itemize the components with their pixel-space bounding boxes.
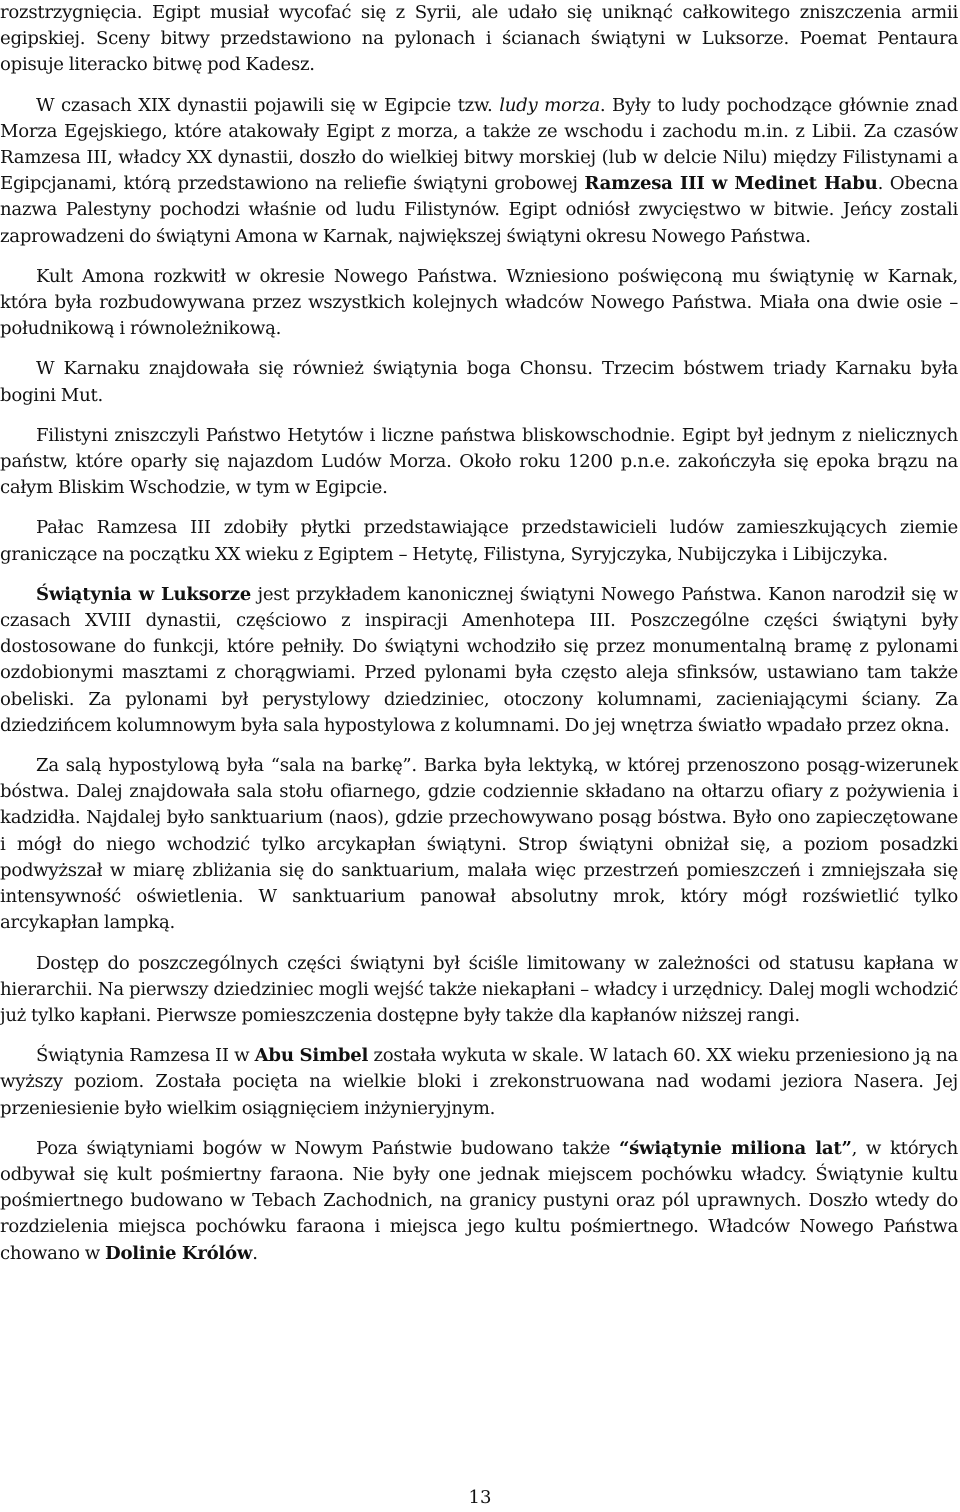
paragraph	[0, 0, 958, 79]
text-segment: Kult Amona rozkwitł w okresie Nowego Państwa. Wzniesiono poświęconą mu świątynię w Karnak, która była rozbudowywana przez wszystkich kolejnych władców Nowego Państwa. Miała ona dwie osie – południkową i równoleżnikową.	[0, 265, 958, 340]
italic-term-ludy-morza: ludy morza	[499, 94, 600, 116]
paragraph	[0, 582, 958, 739]
text-segment: Dostęp do poszczególnych części świątyni był ściśle limitowany w zależności od statusu kapłana w hierarchii. Na pierwszy dziedziniec mogli wejść także niekapłani – władcy i urzędnicy. Dalej mogli wchodzić już tylko kapłani. Pierwsze pomieszczenia dostępne były także dla kapłanów niższej rangi.	[0, 952, 958, 1026]
paragraph	[0, 1136, 958, 1267]
paragraph	[0, 356, 958, 408]
text-segment: rozstrzygnięcia. Egipt musiał wycofać się z Syrii, ale udało się uniknąć całkowitego zniszczenia armii egipskiej. Sceny bitwy przedstawiono na pylonach i ścianach świątyni w Luksorze. Poemat Pentaura opisuje literacko bitwę pod Kadesz.	[0, 2, 958, 76]
text-segment: Poza świątyniami bogów w Nowym Państwie budowano także	[36, 1137, 619, 1159]
bold-term-medinet-habu: Ramzesa III w Medinet Habu	[584, 173, 878, 195]
text-segment: Za salą hypostylową była “sala na barkę”. Barka była lektyką, w której przenoszono posąg-wizerunek bóstwa. Dalej znajdowała sala stołu ofiarnego, gdzie codziennie składano na ołtarzu ofiary z pożywienia i kadzidła. Najdalej było sanktuarium (naos), gdzie przechowywano posąg bóstwa. Było ono zapieczętowane i mógł do niego wchodzić tylko arcykapłan świątyni. Strop świątyni obniżał się, a poziom posadzki podwyższał w miarę zbliżania się do sanktuarium, malała więc przestrzeń pomieszczeń i zmniejszała się intensywność oświetlenia. W sanktuarium panował absolutny mrok, który mógł rozświetlić tylko arcykapłan lampką.	[0, 755, 958, 934]
paragraph	[0, 423, 958, 502]
paragraph	[0, 753, 958, 936]
paragraph	[0, 1043, 958, 1122]
page-number: 13	[468, 1487, 492, 1508]
paragraph	[0, 515, 958, 567]
bold-term-abu-simbel: Abu Simbel	[254, 1045, 369, 1067]
bold-term-swiatynia-w-luksorze: Świątynia w Luksorze	[36, 583, 252, 605]
text-segment: . Były to ludy pochodzące głównie znad Morza Egejskiego, które atakowały Egipt z morza, a także ze wschodu i zachodu m.in. z Libii. Za czasów Ramzesa III, władcy XX dynastii, doszło do wielkiej bitwy morskiej (lub w delcie Nilu) między Filistynami a Egipcjanami, którą przedstawiono na reliefie świątyni grobowej	[0, 94, 958, 195]
bold-term-swiatynie-miliona-lat: “świątynie miliona lat”	[618, 1137, 852, 1159]
text-segment: jest przykładem kanonicznej świątyni Nowego Państwa. Kanon narodził się w czasach XVIII dynastii, częściowo z inspiracji Amenhotepa III. Poszczególne części świątyni były dostosowane do funkcji, które pełniły. Do świątyni wchodziło się przez monumentalną bramę z pylonami ozdobionymi masztami z chorągwiami. Przed pylonami była często aleja sfinksów, ustawiano tam także obeliski. Za pylonami był perystylowy dziedziniec, otoczony kolumnami, zacieniającymi ściany. Za dziedzińcem kolumnowym była sala hypostylowa z kolumnami. Do jej wnętrza światło wpadało przez okna.	[0, 583, 958, 736]
text-segment: W czasach XIX dynastii pojawili się w Egipcie tzw.	[36, 94, 500, 116]
text-segment: Filistyni zniszczyli Państwo Hetytów i liczne państwa bliskowschodnie. Egipt był jednym z nielicznych państw, które oparły się najazdom Ludów Morza. Około roku 1200 p.n.e. zakończyła się epoka brązu na całym Bliskim Wschodzie, w tym w Egipcie.	[0, 424, 958, 499]
text-segment: Pałac Ramzesa III zdobiły płytki przedstawiające przedstawicieli ludów zamieszkujących ziemie graniczące na początku XX wieku z Egiptem – Hetytę, Filistyna, Syryjczyka, Nubijczyka i Libijczyka.	[0, 517, 958, 565]
text-segment: Świątynia Ramzesa II w	[36, 1045, 255, 1067]
text-segment: została wykuta w skale. W latach 60. XX wieku przeniesiono ją na wyższy poziom. Została pocięta na wielkie bloki i zrekonstruowana nad wodami jeziora Nasera. Jej przeniesienie było wielkim osiągnięciem inżynieryjnym.	[0, 1045, 958, 1119]
text-segment: . Obecna nazwa Palestyny pochodzi właśnie od ludu Filistynów. Egipt odniósł zwycięstwo w bitwie. Jeńcy zostali zaprowadzeni do świątyni Amona w Karnak, największej świątyni okresu Nowego Państwa.	[0, 173, 958, 247]
paragraph	[0, 93, 958, 250]
text-segment: , w których odbywał się kult pośmiertny faraona. Nie były one jednak miejscem pochówku władcy. Świątynie kultu pośmiertnego budowano w Tebach Zachodnich, na granicy pustyni oraz pól uprawnych. Doszło wtedy do rozdzielenia miejsca pochówku faraona i miejsca jego kultu pośmiertnego. Władców Nowego Państwa chowano w	[0, 1137, 959, 1264]
text-segment: .	[252, 1242, 258, 1264]
bold-term-dolina-krolow: Dolinie Królów	[105, 1242, 253, 1264]
text-segment: W Karnaku znajdowała się również świątynia boga Chonsu. Trzecim bóstwem triady Karnaku była bogini Mut.	[0, 358, 958, 406]
paragraph	[0, 951, 958, 1030]
paragraph	[0, 264, 958, 343]
